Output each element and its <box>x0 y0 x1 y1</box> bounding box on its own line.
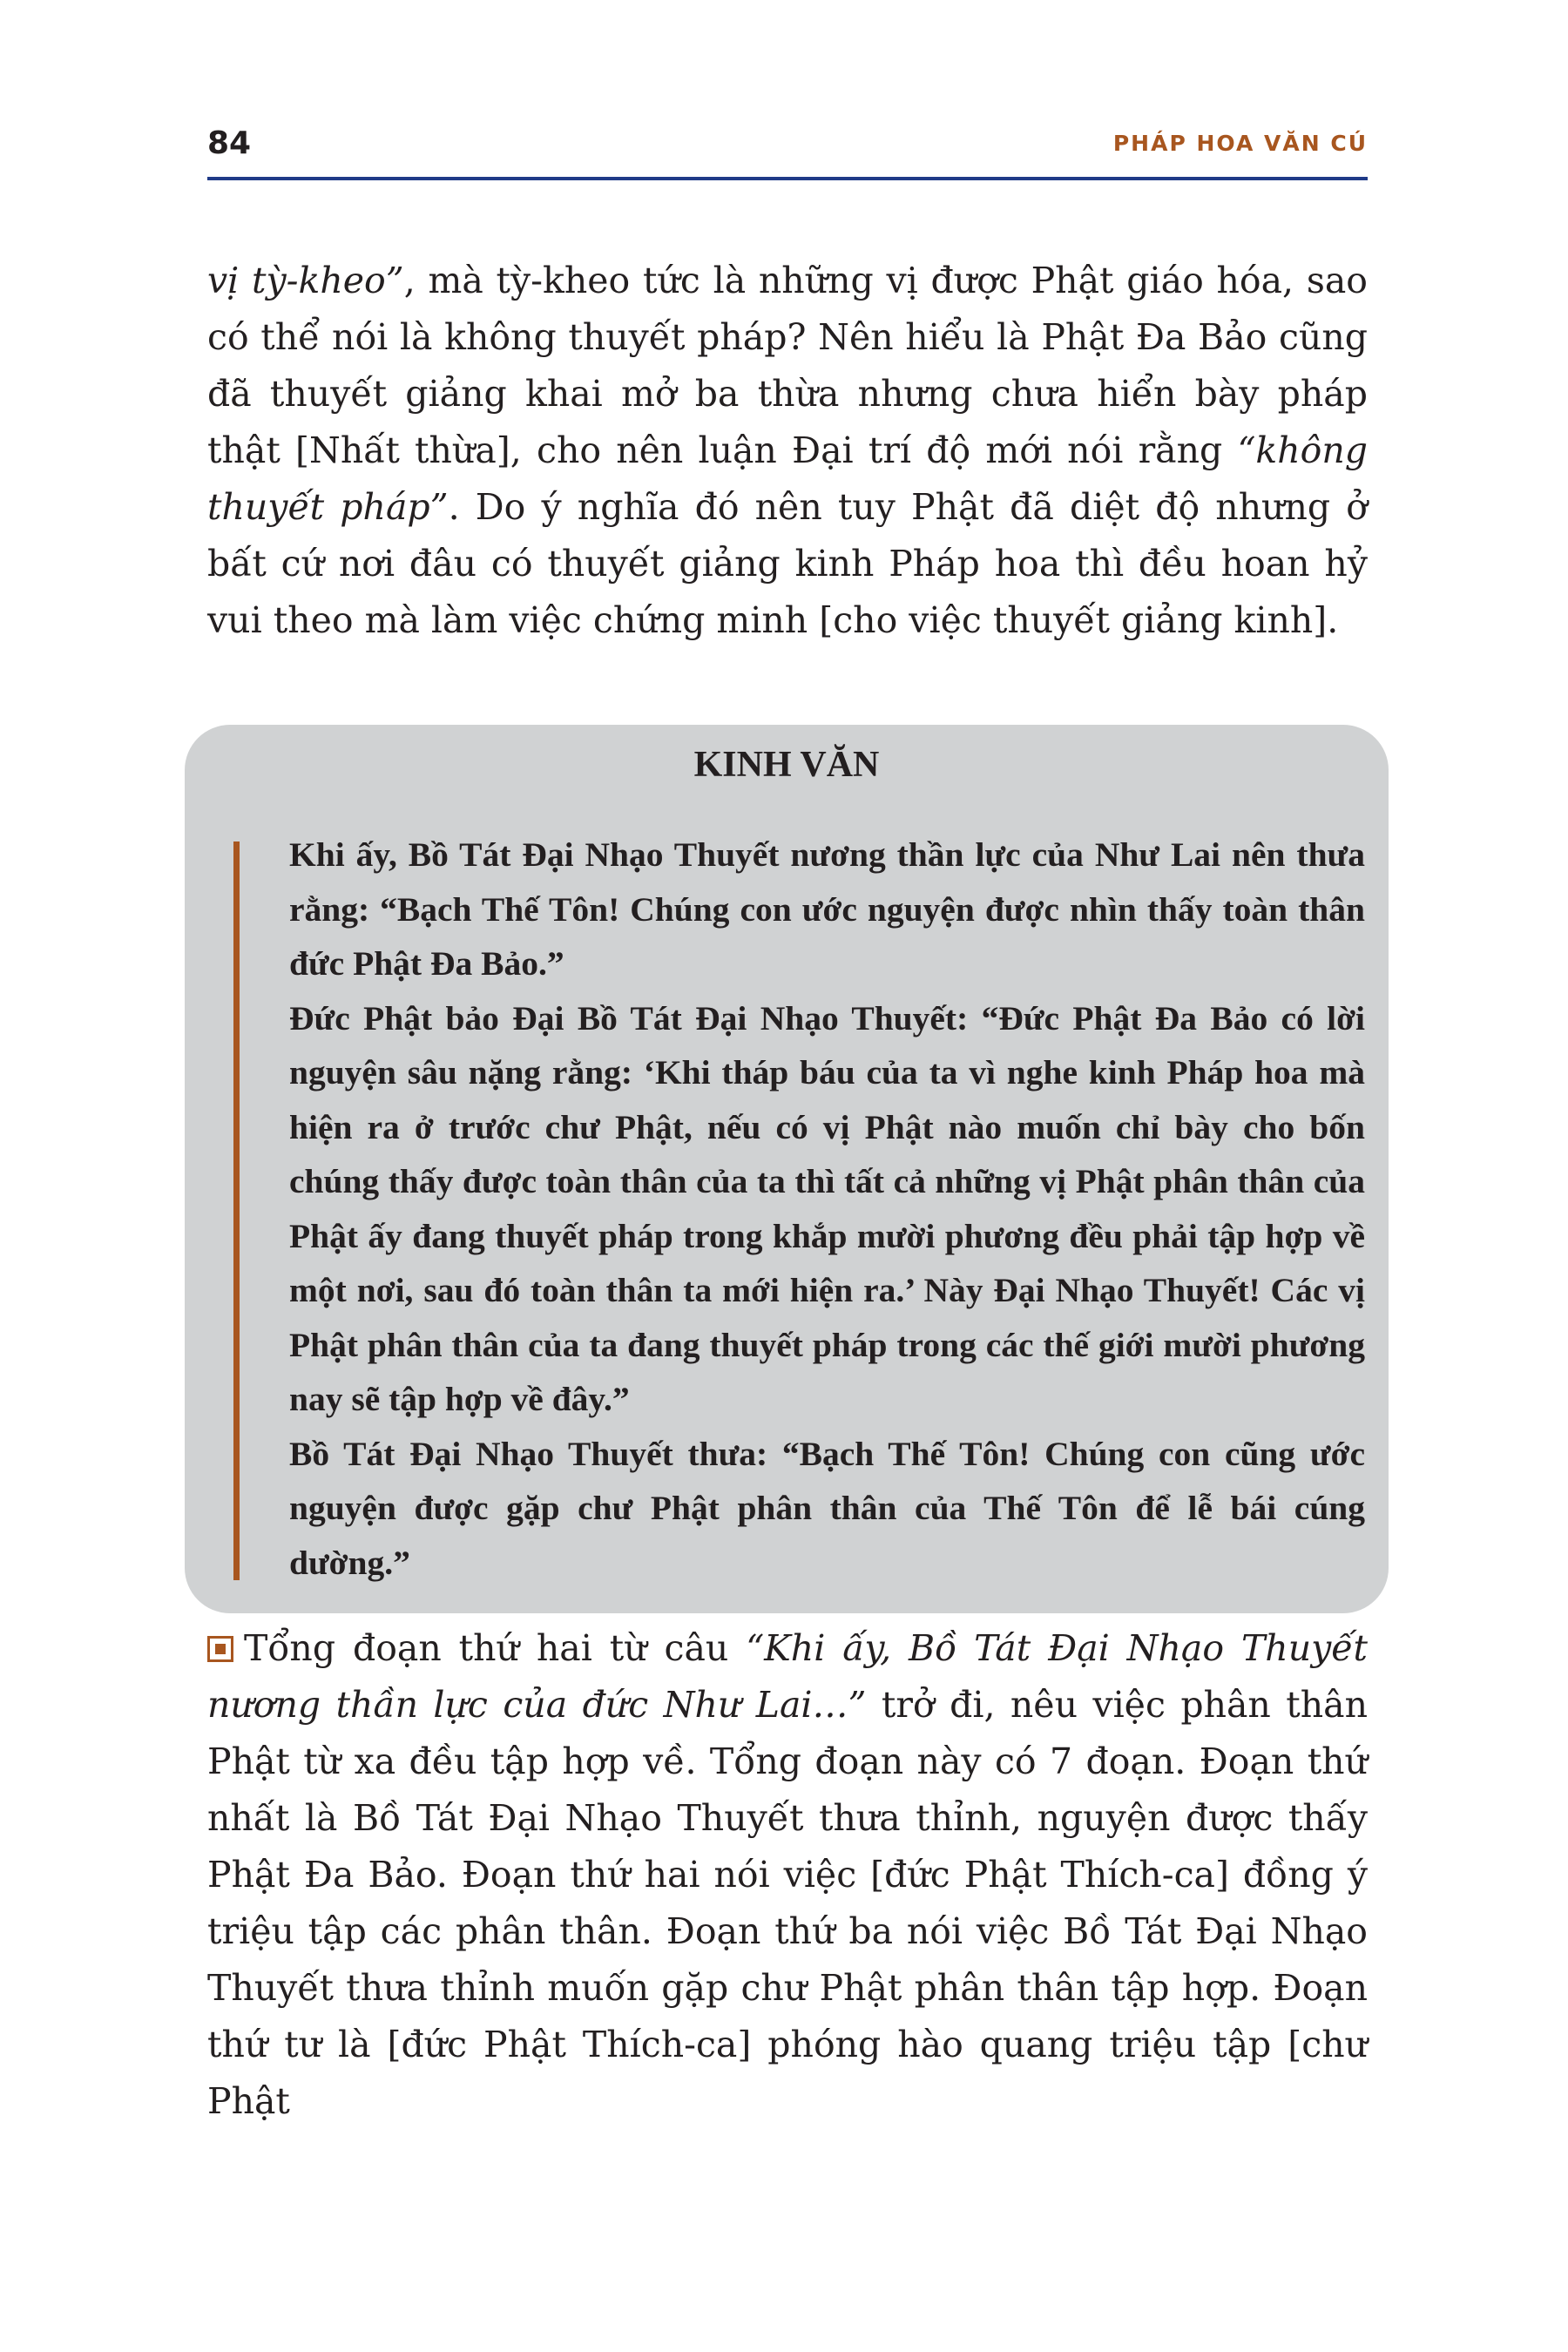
quote-bar <box>233 841 240 1580</box>
kinh-van-box <box>185 725 1389 1613</box>
body-paragraph-2 <box>207 1620 1368 2130</box>
paragraph-text: , mà tỳ-kheo tức là những vị được Phật giáo hóa, sao có thể nói là không thuyết pháp? Nên hiểu là Phật Đa Bảo cũng đã thuyết giảng khai mở ba thừa nhưng chưa hiển bày pháp thật [Nhất thừa], cho nên luận Đại trí độ mới nói rằng <box>207 260 1368 471</box>
sutra-paragraph: Đức Phật bảo Đại Bồ Tát Đại Nhạo Thuyết: “Đức Phật Đa Bảo có lời nguyện sâu nặng rằng: ‘Khi tháp báu của ta vì nghe kinh Pháp hoa mà hiện ra ở trước chư Phật, nếu có vị Phật nào muốn chỉ bày cho bốn chúng thấy được toàn thân của ta thì tất cả những vị Phật phân thân của Phật ấy đang thuyết pháp trong khắp mười phương đều phải tập hợp về một nơi, sau đó toàn thân ta mới hiện ra.’ Này Đại Nhạo Thuyết! Các vị Phật phân thân của ta đang thuyết pháp trong các thế giới mười phương nay sẽ tập hợp về đây.” <box>289 998 1365 1418</box>
italic-quote: “không thuyết pháp” <box>207 429 1368 528</box>
italic-quote: “Khi ấy, Bồ Tát Đại Nhạo Thuyết nương thần lực của đức Như Lai…” <box>207 1627 1368 1726</box>
kinh-van-title: KINH VĂN <box>693 745 880 785</box>
italic-phrase: vị tỳ-kheo” <box>207 260 404 301</box>
sutra-paragraph: Khi ấy, Bồ Tát Đại Nhạo Thuyết nương thần lực của Như Lai nên thưa rằng: “Bạch Thế Tôn! Chúng con ước nguyện được nhìn thấy toàn thân đức Phật Đa Bảo.” <box>289 835 1365 983</box>
paragraph-text: trở đi, nêu việc phân thân Phật từ xa đều tập hợp về. Tổng đoạn này có 7 đoạn. Đoạn thứ nhất là Bồ Tát Đại Nhạo Thuyết thưa thỉnh, nguyện được thấy Phật Đa Bảo. Đoạn thứ hai nói việc [đức Phật Thích-ca] đồng ý triệu tập các phân thân. Đoạn thứ ba nói việc Bồ Tát Đại Nhạo Thuyết thưa thỉnh muốn gặp chư Phật phân thân tập hợp. Đoạn thứ tư là [đức Phật Thích-ca] phóng hào quang triệu tập [chư Phật <box>207 1684 1368 2122</box>
sutra-paragraph: Bồ Tát Đại Nhạo Thuyết thưa: “Bạch Thế Tôn! Chúng con cũng ước nguyện được gặp chư Phật phân thân của Thế Tôn để lễ bái cúng dường.” <box>289 1434 1365 1582</box>
paragraph-text: Tổng đoạn thứ hai từ câu <box>244 1627 747 1669</box>
paragraph-text: . Do ý nghĩa đó nên tuy Phật đã diệt độ nhưng ở bất cứ nơi đâu có thuyết giảng kinh Pháp hoa thì đều hoan hỷ vui theo mà làm việc chứng minh [cho việc thuyết giảng kinh]. <box>207 486 1368 641</box>
body-paragraph-1 <box>207 253 1368 649</box>
kinh-van-text <box>289 828 1365 1590</box>
running-title: PHÁP HOA VĂN CÚ <box>1112 131 1368 156</box>
page-header <box>207 120 1368 181</box>
header-rule <box>207 177 1368 180</box>
page-number: 84 <box>207 125 252 161</box>
square-bullet-icon <box>207 1636 233 1662</box>
